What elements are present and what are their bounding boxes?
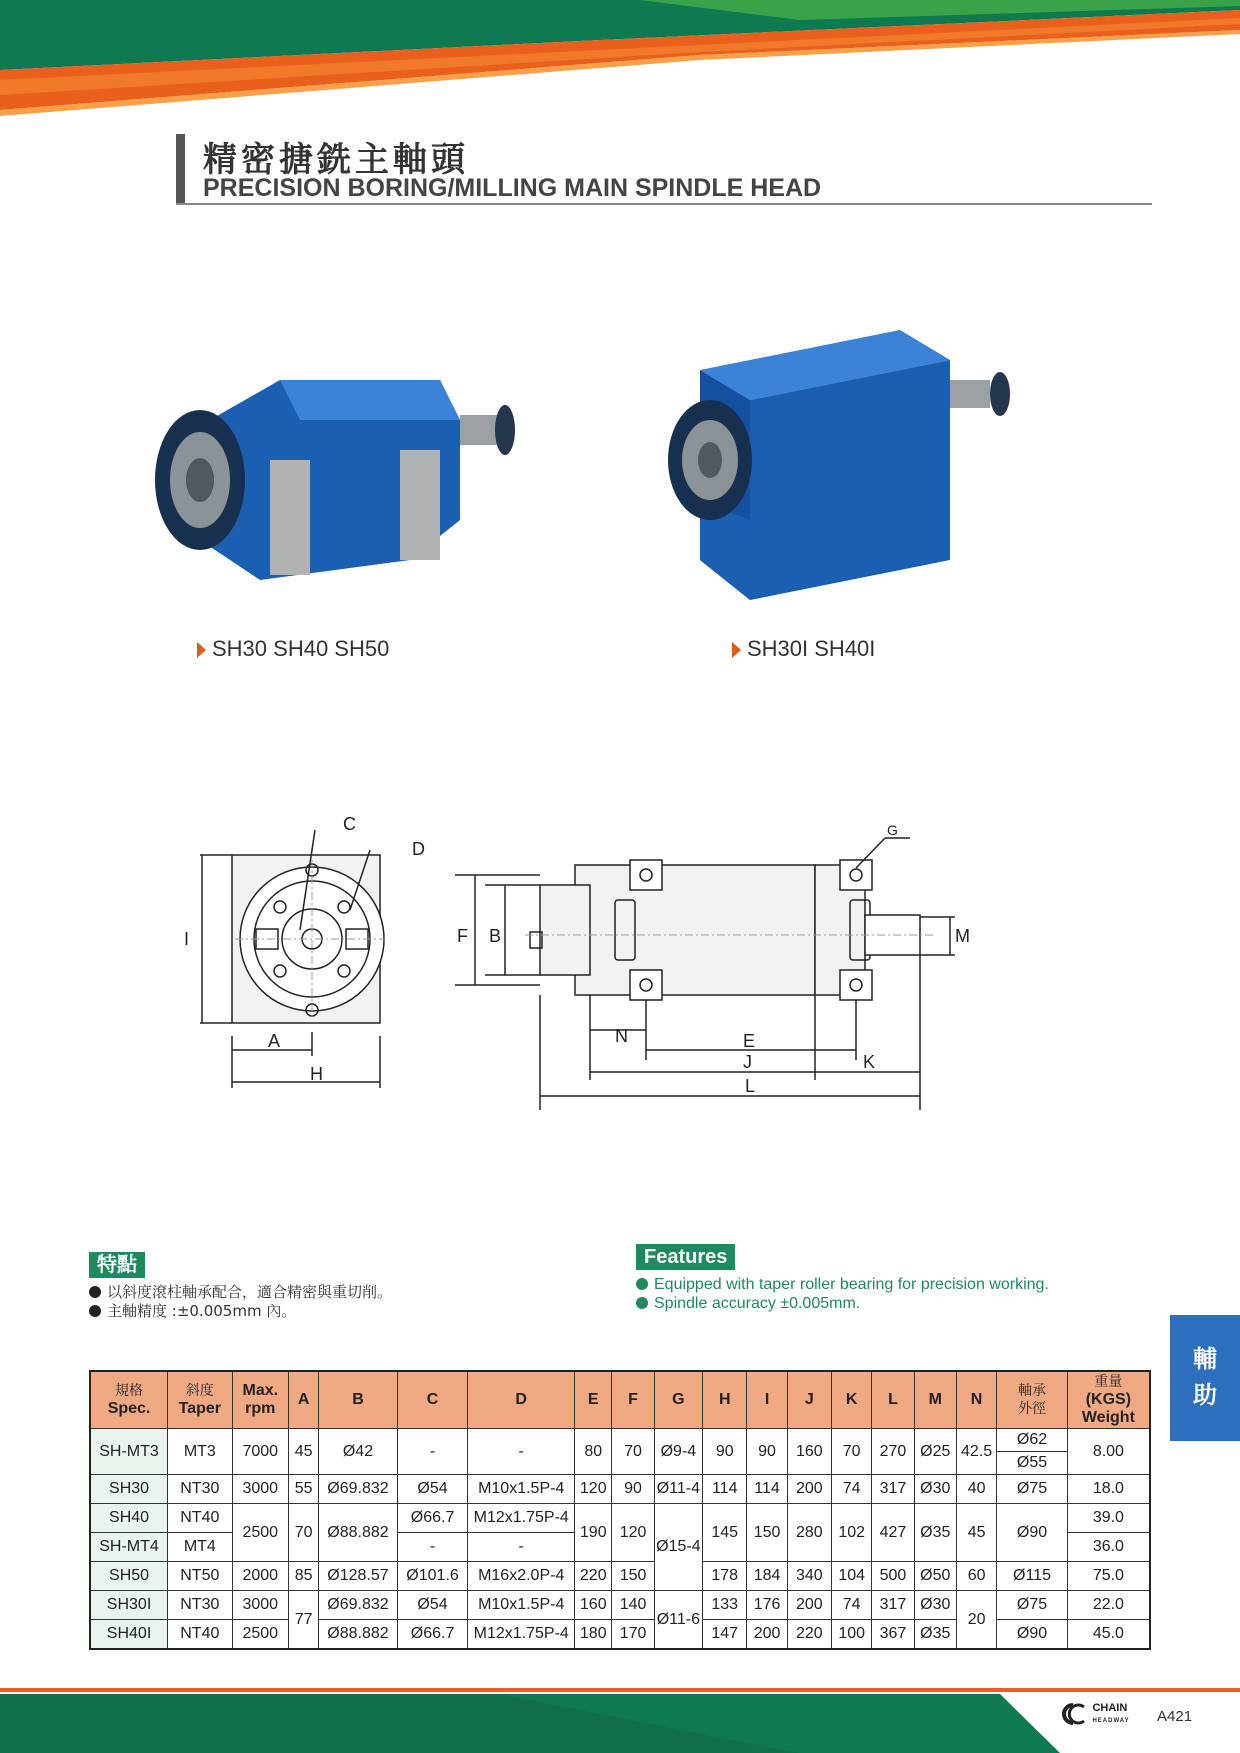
table-cell: 270 (872, 1429, 914, 1475)
feature-cn-item: 主軸精度 :±0.005mm 內。 (89, 1302, 392, 1321)
table-cell: Ø35 (914, 1620, 956, 1650)
dim-label-d: D (412, 839, 425, 859)
table-cell: Ø88.882 (319, 1620, 398, 1650)
table-cell: 36.0 (1067, 1533, 1150, 1562)
table-row (90, 1429, 1150, 1452)
table-cell: 90 (703, 1429, 747, 1475)
table-cell: 100 (832, 1620, 872, 1650)
table-cell: 317 (872, 1591, 914, 1620)
dim-label-j: J (743, 1052, 752, 1072)
table-cell: 340 (787, 1562, 831, 1591)
title-accent-bar (176, 134, 185, 204)
page-number: A421 (1157, 1708, 1193, 1725)
header-text: 斜度 (185, 1383, 214, 1399)
table-cell: NT40 (168, 1620, 232, 1650)
table-cell: 102 (832, 1504, 872, 1562)
col-header-taper (168, 1371, 232, 1429)
feature-en-item: Equipped with taper roller bearing for precision working. (636, 1275, 1049, 1294)
table-cell: M16x2.0P-4 (468, 1562, 575, 1591)
dim-label-m: M (955, 926, 970, 946)
brand-mark-icon (1058, 1703, 1088, 1725)
table-cell: Ø54 (397, 1475, 468, 1504)
bullet-icon (636, 1278, 648, 1290)
dim-label-f: F (457, 926, 468, 946)
col-header-c: C (397, 1371, 468, 1429)
table-cell: 120 (575, 1475, 612, 1504)
table-cell: M12x1.75P-4 (468, 1504, 575, 1533)
col-header-rpm (232, 1371, 288, 1429)
table-cell: 200 (747, 1620, 787, 1650)
table-cell: M12x1.75P-4 (468, 1620, 575, 1650)
table-cell: 45.0 (1067, 1620, 1150, 1650)
bottom-banner (0, 1688, 1240, 1753)
title-underline (176, 203, 1152, 205)
table-cell: 74 (832, 1475, 872, 1504)
table-cell: 220 (575, 1562, 612, 1591)
dim-label-b: B (489, 926, 502, 946)
table-cell: MT3 (168, 1429, 232, 1475)
table-cell: Ø90 (997, 1620, 1068, 1650)
brand-logo: CHAIN HEADWAY (1058, 1702, 1130, 1726)
table-cell: Ø128.57 (319, 1562, 398, 1591)
table-cell: SH30 (90, 1475, 168, 1504)
table-cell: Ø101.6 (397, 1562, 468, 1591)
table-cell: 18.0 (1067, 1475, 1150, 1504)
table-cell: 77 (288, 1591, 318, 1650)
table-cell: 39.0 (1067, 1504, 1150, 1533)
table-cell: - (397, 1533, 468, 1562)
table-cell: Ø75 (997, 1475, 1068, 1504)
table-cell: 367 (872, 1620, 914, 1650)
table-cell: 2500 (232, 1504, 288, 1562)
header-text: 軸承 (1018, 1383, 1046, 1399)
table-cell: 75.0 (1067, 1562, 1150, 1591)
page-title-chinese: 精密搪銑主軸頭 (203, 140, 469, 180)
table-cell: 20 (956, 1591, 996, 1650)
spindle-head-photo-sh30-sh50 (140, 360, 540, 600)
dim-label-i: I (184, 929, 190, 949)
table-header-row (90, 1371, 1150, 1429)
table-cell: 45 (288, 1429, 318, 1475)
table-cell: SH50 (90, 1562, 168, 1591)
top-banner (0, 0, 1240, 120)
bullet-icon (89, 1286, 101, 1298)
spec-table (89, 1370, 1151, 1650)
table-cell: 150 (747, 1504, 787, 1562)
header-text: 規格 (115, 1383, 144, 1399)
table-cell: 427 (872, 1504, 914, 1562)
table-cell: 70 (612, 1429, 654, 1475)
col-header-spec (90, 1371, 168, 1429)
table-cell: 8.00 (1067, 1429, 1150, 1475)
table-cell: 45 (956, 1504, 996, 1562)
table-cell: Ø75 (997, 1591, 1068, 1620)
col-header-g: G (654, 1371, 702, 1429)
dim-label-k: K (863, 1052, 876, 1072)
table-cell: 7000 (232, 1429, 288, 1475)
table-cell: NT50 (168, 1562, 232, 1591)
table-cell: Ø25 (914, 1429, 956, 1475)
table-cell: 70 (832, 1429, 872, 1475)
table-cell: 133 (703, 1591, 747, 1620)
col-header-j: J (787, 1371, 831, 1429)
header-text: Max. (242, 1382, 279, 1399)
table-cell: 85 (288, 1562, 318, 1591)
table-row (90, 1562, 1150, 1591)
table-cell: - (468, 1533, 575, 1562)
table-cell: - (397, 1429, 468, 1475)
table-row (90, 1475, 1150, 1504)
table-cell: 145 (703, 1504, 747, 1562)
table-cell: 22.0 (1067, 1591, 1150, 1620)
table-cell: Ø54 (397, 1591, 468, 1620)
table-cell: 3000 (232, 1591, 288, 1620)
header-text: 重量 (1094, 1374, 1123, 1390)
col-header-m: M (914, 1371, 956, 1429)
col-header-weight (1067, 1371, 1150, 1429)
table-cell: 220 (787, 1620, 831, 1650)
col-header-d: D (468, 1371, 575, 1429)
table-cell: 120 (612, 1504, 654, 1562)
table-cell: 190 (575, 1504, 612, 1562)
table-cell: Ø69.832 (319, 1475, 398, 1504)
table-cell: Ø42 (319, 1429, 398, 1475)
feature-en-item: Spindle accuracy ±0.005mm. (636, 1294, 1049, 1313)
side-view-drawing (455, 820, 1075, 1110)
arrow-marker-icon (732, 642, 741, 658)
photo-label-sh30i-sh40i: SH30I SH40I (732, 636, 875, 662)
table-cell: Ø66.7 (397, 1620, 468, 1650)
header-text: Weight (1081, 1409, 1135, 1426)
col-header-f: F (612, 1371, 654, 1429)
dim-label-c: C (343, 814, 356, 834)
front-view-drawing (180, 810, 440, 1100)
table-cell: 160 (787, 1429, 831, 1475)
table-cell: Ø11-6 (654, 1591, 702, 1650)
table-cell: Ø15-4 (654, 1504, 702, 1591)
table-cell: Ø69.832 (319, 1591, 398, 1620)
table-row (90, 1591, 1150, 1620)
table-cell: NT30 (168, 1591, 232, 1620)
features-chinese-section (89, 1248, 392, 1321)
arrow-marker-icon (197, 642, 206, 658)
table-cell: Ø88.882 (319, 1504, 398, 1562)
table-cell: SH40I (90, 1620, 168, 1650)
dim-label-a: A (268, 1031, 281, 1051)
table-cell: 317 (872, 1475, 914, 1504)
header-text: (KGS) (1085, 1391, 1132, 1408)
table-cell: Ø35 (914, 1504, 956, 1562)
table-cell: Ø30 (914, 1591, 956, 1620)
spindle-head-photo-sh30i-sh40i (640, 320, 1040, 610)
table-cell: 280 (787, 1504, 831, 1562)
col-header-l: L (872, 1371, 914, 1429)
table-cell: 176 (747, 1591, 787, 1620)
table-cell: MT4 (168, 1533, 232, 1562)
table-cell: 160 (575, 1591, 612, 1620)
col-header-n: N (956, 1371, 996, 1429)
features-english-section (636, 1246, 1049, 1313)
table-cell: 42.5 (956, 1429, 996, 1475)
table-cell: 200 (787, 1591, 831, 1620)
table-cell: NT40 (168, 1504, 232, 1533)
table-cell: SH-MT3 (90, 1429, 168, 1475)
table-cell: 2000 (232, 1562, 288, 1591)
header-text: Spec. (107, 1400, 151, 1417)
table-cell: 70 (288, 1504, 318, 1562)
table-cell: 55 (288, 1475, 318, 1504)
dim-label-h: H (310, 1064, 323, 1084)
table-cell: Ø55 (997, 1452, 1068, 1475)
table-cell: 180 (575, 1620, 612, 1650)
table-cell: 2500 (232, 1620, 288, 1650)
col-header-bearing (997, 1371, 1068, 1429)
table-cell: 60 (956, 1562, 996, 1591)
table-cell: 178 (703, 1562, 747, 1591)
table-cell: Ø115 (997, 1562, 1068, 1591)
features-chinese-heading: 特點 (89, 1252, 145, 1278)
table-cell: 3000 (232, 1475, 288, 1504)
table-cell: Ø90 (997, 1504, 1068, 1562)
table-cell: Ø62 (997, 1429, 1068, 1452)
header-text: rpm (245, 1400, 276, 1417)
table-cell: SH-MT4 (90, 1533, 168, 1562)
dim-label-n: N (615, 1026, 628, 1046)
table-cell: SH30I (90, 1591, 168, 1620)
table-cell: 90 (612, 1475, 654, 1504)
bullet-icon (89, 1305, 101, 1317)
table-cell: 140 (612, 1591, 654, 1620)
table-cell: 200 (787, 1475, 831, 1504)
col-header-e: E (575, 1371, 612, 1429)
table-cell: 114 (703, 1475, 747, 1504)
table-cell: 74 (832, 1591, 872, 1620)
col-header-k: K (832, 1371, 872, 1429)
table-cell: 104 (832, 1562, 872, 1591)
col-header-a: A (288, 1371, 318, 1429)
section-side-tab: 輔 助 (1170, 1315, 1240, 1441)
table-cell: 114 (747, 1475, 787, 1504)
table-row (90, 1504, 1150, 1533)
table-cell: 90 (747, 1429, 787, 1475)
table-cell: Ø50 (914, 1562, 956, 1591)
page-title-english: PRECISION BORING/MILLING MAIN SPINDLE HEAD (203, 174, 822, 202)
col-header-i: I (747, 1371, 787, 1429)
photo-label-sh30-sh50: SH30 SH40 SH50 (197, 636, 389, 662)
dim-label-g: G (887, 822, 898, 838)
table-cell: M10x1.5P-4 (468, 1591, 575, 1620)
table-cell: 170 (612, 1620, 654, 1650)
table-cell: - (468, 1429, 575, 1475)
feature-cn-item: 以斜度滾柱軸承配合，適合精密與重切削。 (89, 1283, 392, 1302)
table-cell: Ø30 (914, 1475, 956, 1504)
col-header-h: H (703, 1371, 747, 1429)
table-cell: 184 (747, 1562, 787, 1591)
table-cell: 150 (612, 1562, 654, 1591)
header-text: Taper (178, 1400, 222, 1417)
table-cell: 40 (956, 1475, 996, 1504)
dim-label-l: L (745, 1076, 756, 1096)
dim-label-e: E (743, 1031, 756, 1051)
table-cell: 147 (703, 1620, 747, 1650)
table-cell: NT30 (168, 1475, 232, 1504)
header-text: 外徑 (1018, 1401, 1046, 1417)
table-cell: 500 (872, 1562, 914, 1591)
col-header-b: B (319, 1371, 398, 1429)
table-cell: SH40 (90, 1504, 168, 1533)
table-cell: Ø9-4 (654, 1429, 702, 1475)
bullet-icon (636, 1297, 648, 1309)
table-cell: M10x1.5P-4 (468, 1475, 575, 1504)
table-cell: Ø11-4 (654, 1475, 702, 1504)
table-cell: 80 (575, 1429, 612, 1475)
features-english-heading: Features (636, 1244, 735, 1270)
table-cell: Ø66.7 (397, 1504, 468, 1533)
